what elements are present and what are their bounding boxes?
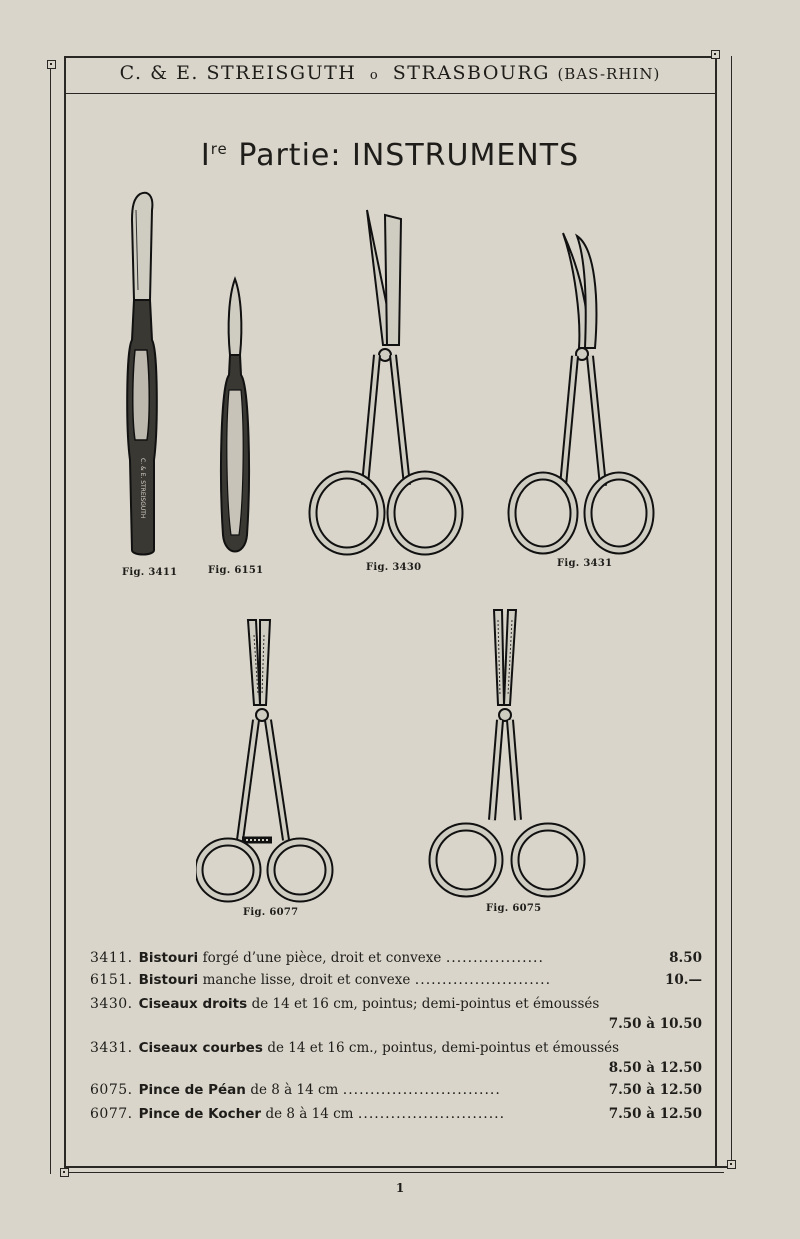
straight-scissors-3430-illustration xyxy=(305,205,470,560)
frame-right-outer-line xyxy=(731,56,732,1164)
item-number: 6077. xyxy=(90,1106,133,1122)
item-description: de 14 et 16 cm., pointus, demi-pointus et émoussés xyxy=(267,1040,620,1056)
corner-ornament-bottom-right xyxy=(727,1160,736,1169)
frame-bottom-outer-line xyxy=(64,1172,724,1173)
item-description: manche lisse, droit et convexe xyxy=(202,972,411,988)
figure-label-6077: Fig. 6077 xyxy=(243,907,299,918)
page-title xyxy=(60,138,720,173)
leader-dots: ............................. xyxy=(342,1082,501,1098)
item-name: Bistouri xyxy=(138,950,199,966)
item-number: 3411. xyxy=(90,950,133,966)
item-price: 8.50 xyxy=(669,950,702,966)
separator-mark: o xyxy=(369,68,380,83)
region-name: (BAS-RHIN) xyxy=(557,65,661,83)
list-item xyxy=(90,996,702,1032)
city-name: STRASBOURG xyxy=(392,62,550,84)
item-number: 6075. xyxy=(90,1082,133,1098)
item-price: 7.50 à 10.50 xyxy=(608,1016,702,1032)
item-number: 3430. xyxy=(90,996,133,1012)
list-item xyxy=(90,950,702,966)
kocher-forceps-6077-illustration xyxy=(196,615,338,905)
item-name: Pince de Kocher xyxy=(138,1106,262,1122)
item-number: 3431. xyxy=(90,1040,133,1056)
corner-ornament-top-right xyxy=(711,50,720,59)
corner-ornament-top-left xyxy=(47,60,56,69)
figure-label-3431: Fig. 3431 xyxy=(557,558,613,569)
item-name: Pince de Péan xyxy=(138,1082,246,1098)
figure-label-6075: Fig. 6075 xyxy=(486,903,542,914)
item-number: 6151. xyxy=(90,972,133,988)
item-description: forgé d’une pièce, droit et convexe xyxy=(202,950,442,966)
figure-label-3411: Fig. 3411 xyxy=(122,567,178,578)
leader-dots: .................. xyxy=(445,950,544,966)
page-number: 1 xyxy=(395,1181,405,1195)
list-item xyxy=(90,1040,702,1076)
catalogue-header xyxy=(60,62,720,92)
item-price: 10.— xyxy=(665,972,702,988)
frame-top-line xyxy=(64,56,716,58)
scalpel-3411-illustration xyxy=(118,190,164,562)
item-price: 7.50 à 12.50 xyxy=(608,1106,702,1122)
item-name: Ciseaux droits xyxy=(138,996,248,1012)
leader-dots: ........................... xyxy=(357,1106,506,1122)
figure-label-3430: Fig. 3430 xyxy=(366,562,422,573)
item-name: Ciseaux courbes xyxy=(138,1040,263,1056)
frame-bottom-line xyxy=(64,1166,732,1168)
item-description: de 14 et 16 cm, pointus; demi-pointus et émoussés xyxy=(251,996,600,1012)
frame-right-line xyxy=(715,56,717,1166)
blade-engraving: C. & E. STREISGUTH xyxy=(139,458,146,519)
frame-left-outer-line xyxy=(50,64,51,1174)
title-text: Partie: INSTRUMENTS xyxy=(238,138,580,173)
leader-dots: ......................... xyxy=(414,972,552,988)
item-name: Bistouri xyxy=(138,972,199,988)
pean-forceps-6075-illustration xyxy=(428,605,586,900)
frame-left-line xyxy=(64,56,66,1168)
list-item xyxy=(90,1106,702,1122)
company-name: C. & E. STREISGUTH xyxy=(119,62,357,84)
corner-ornament-bottom-left xyxy=(60,1168,69,1177)
item-description: de 8 à 14 cm xyxy=(265,1106,354,1122)
item-price: 8.50 à 12.50 xyxy=(608,1060,702,1076)
title-numeral: I xyxy=(200,138,211,173)
list-item xyxy=(90,1082,702,1098)
item-price: 7.50 à 12.50 xyxy=(608,1082,702,1098)
list-item xyxy=(90,972,702,988)
curved-scissors-3431-illustration xyxy=(505,228,660,558)
item-description: de 8 à 14 cm xyxy=(250,1082,339,1098)
title-superscript: re xyxy=(210,140,228,158)
header-rule xyxy=(64,93,716,94)
figure-label-6151: Fig. 6151 xyxy=(208,565,264,576)
scalpel-6151-illustration xyxy=(213,275,257,560)
